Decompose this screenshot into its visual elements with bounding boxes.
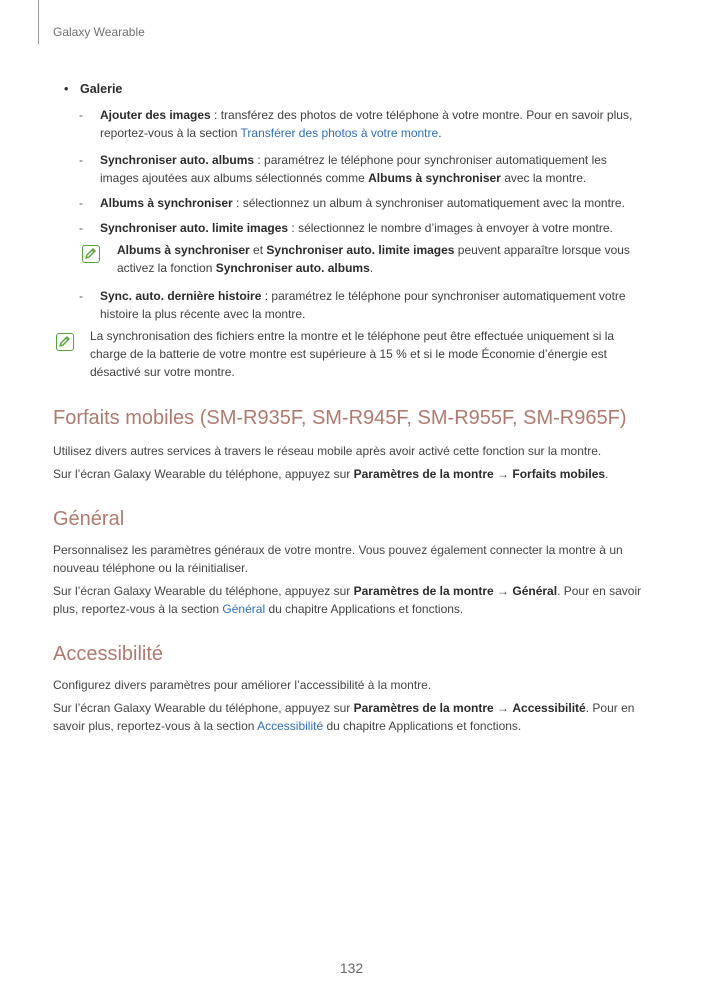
general-heading: Général <box>53 508 125 530</box>
general-p2 <box>53 582 653 618</box>
forfaits-p1: Utilisez divers autres services à travers le réseau mobile après avoir activé cette fonction sur la montre. <box>53 444 602 458</box>
para-end: . <box>605 467 609 481</box>
dash: - <box>79 153 83 167</box>
note-bold: Albums à synchroniser <box>117 243 250 257</box>
link-transferer-photos[interactable]: Transférer des photos à votre montre <box>240 126 439 140</box>
accessibilite-heading: Accessibilité <box>53 643 164 665</box>
item-text: : sélectionnez le nombre d’images à envoyer à votre montre. <box>288 221 613 235</box>
item-title: Synchroniser auto. limite images <box>100 221 289 235</box>
header-divider <box>38 0 39 44</box>
item-text: : sélectionnez un album à synchroniser automatiquement avec la montre. <box>232 196 625 210</box>
arrow: → <box>493 467 513 481</box>
dash: - <box>79 221 83 235</box>
para-end: du chapitre Applications et fonctions. <box>323 719 522 733</box>
accessibilite-p1: Configurez divers paramètres pour améliorer l’accessibilité à la montre. <box>53 678 432 692</box>
item-end: . <box>438 126 442 140</box>
item-title: Albums à synchroniser <box>100 196 233 210</box>
link-accessibilite[interactable]: Accessibilité <box>257 719 324 733</box>
bullet-dot: • <box>64 82 69 96</box>
note-pencil-glyph <box>83 246 98 261</box>
arrow: → <box>493 584 513 598</box>
dash: - <box>79 108 83 122</box>
accessibilite-p2 <box>53 699 653 735</box>
menu-path-general: Général <box>512 584 558 598</box>
para-text: Sur l’écran Galaxy Wearable du téléphone, appuyez sur <box>53 701 354 715</box>
arrow: → <box>493 701 513 715</box>
forfaits-p2 <box>53 465 653 483</box>
menu-path-accessibilite: Accessibilité <box>512 701 586 715</box>
galerie-item-albums <box>79 194 645 212</box>
item-bold: Albums à synchroniser <box>368 171 501 185</box>
item-title: Ajouter des images <box>100 108 211 122</box>
item-text: : paramétrez le téléphone pour synchroniser automatiquement les images ajoutées aux albums sélectionnés comme <box>100 153 607 185</box>
note-pencil-glyph <box>57 334 72 349</box>
galerie-bullet <box>64 82 122 96</box>
note-text: et <box>249 243 267 257</box>
para-text: Sur l’écran Galaxy Wearable du téléphone, appuyez sur <box>53 584 354 598</box>
page-number: 132 <box>339 960 364 976</box>
note-battery: La synchronisation des fichiers entre la montre et le téléphone peut être effectuée uniquement si la charge de la batterie de votre montre est supérieure à 15 % et si le mode Économie d’énergie est désactivé sur votre montre. <box>90 329 615 379</box>
link-general[interactable]: Général <box>222 602 266 616</box>
menu-path-forfaits: Forfaits mobiles <box>512 467 606 481</box>
forfaits-heading: Forfaits mobiles (SM-R935F, SM-R945F, SM-R955F, SM-R965F) <box>53 407 627 429</box>
item-end: avec la montre. <box>500 171 587 185</box>
menu-path-settings: Paramètres de la montre <box>353 467 494 481</box>
galerie-item-limite <box>79 219 645 237</box>
note-text: peuvent apparaître lorsque vous activez la fonction <box>117 243 630 275</box>
page-header: Galaxy Wearable <box>53 25 145 39</box>
para-end: du chapitre Applications et fonctions. <box>265 602 464 616</box>
dash: - <box>79 196 83 210</box>
note-icon <box>56 333 74 351</box>
item-text: : paramétrez le téléphone pour synchroniser automatiquement votre histoire la plus récente avec la montre. <box>100 289 626 321</box>
item-title: Synchroniser auto. albums <box>100 153 255 167</box>
dash: - <box>79 289 83 303</box>
galerie-label: Galerie <box>80 82 123 96</box>
galerie-item-sync-albums <box>79 151 645 187</box>
menu-path-settings: Paramètres de la montre <box>353 701 494 715</box>
note-bold: Synchroniser auto. limite images <box>266 243 455 257</box>
note-sync-options <box>117 241 637 277</box>
general-p1: Personnalisez les paramètres généraux de votre montre. Vous pouvez également connecter la montre à un nouveau téléphone ou la réinitialiser. <box>53 543 623 575</box>
menu-path-settings: Paramètres de la montre <box>353 584 494 598</box>
galerie-item-ajouter <box>79 106 645 142</box>
item-text: : transférez des photos de votre téléphone à votre montre. Pour en savoir plus, reportez-vous à la section <box>100 108 633 140</box>
para-text: . Pour en savoir plus, reportez-vous à la section <box>53 584 642 616</box>
para-text: . Pour en savoir plus, reportez-vous à la section <box>53 701 635 733</box>
galerie-item-histoire <box>79 287 645 323</box>
item-title: Sync. auto. dernière histoire <box>100 289 262 303</box>
note-icon <box>82 245 100 263</box>
para-text: Sur l’écran Galaxy Wearable du téléphone, appuyez sur <box>53 467 354 481</box>
note-bold: Synchroniser auto. albums <box>215 261 370 275</box>
note-end: . <box>369 261 374 275</box>
